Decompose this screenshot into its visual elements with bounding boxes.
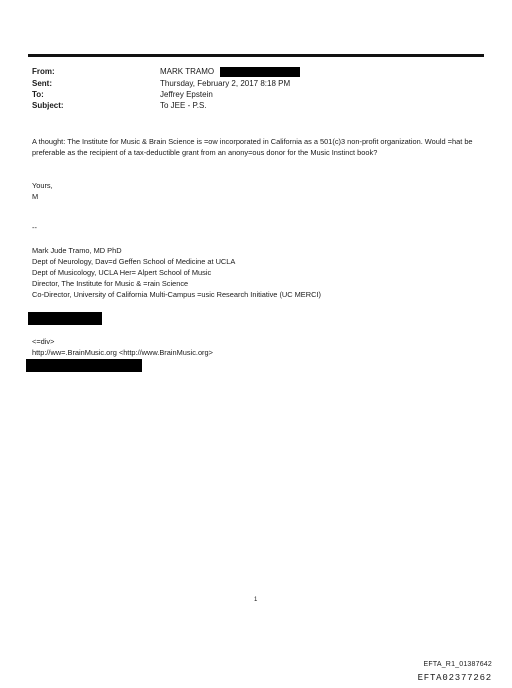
div-tag: <=div> [32,337,55,346]
subject-value: To JEE - P.S. [160,101,207,110]
body-paragraph: A thought: The Institute for Music & Brain Science is =ow incorporated in California as a 501(c)3 non-profit organization. Would =hat be preferable as the recipient of a tax-deductible grant from an anony=ous donor for the Music Instinct book? [32,137,473,157]
redaction-email [220,67,300,77]
signature-line-musicology: Dept of Musicology, UCLA Her= Alpert School of Music [32,268,212,277]
from-label: From: [32,67,55,76]
signature-line-director: Director, The Institute for Music & =rain Science [32,279,189,288]
initial: M [32,192,39,201]
redaction-address [26,359,142,372]
signature-line-neurology: Dept of Neurology, Dav=d Geffen School of Medicine at UCLA [32,257,236,266]
signature-line-codirector: Co-Director, University of California Multi-Campus =usic Research Initiative (UC MERCI) [32,290,321,299]
to-label: To: [32,90,44,99]
page-number: 1 [254,597,258,603]
signature-separator: -- [32,223,37,232]
from-name: MARK TRAMO [160,67,215,77]
signature-line-name: Mark Jude Tramo, MD PhD [32,246,122,255]
sent-label: Sent: [32,79,52,88]
closing: Yours, [32,181,53,190]
bates-number-1: EFTA_R1_01387642 [423,661,492,668]
subject-label: Subject: [32,101,64,110]
bates-number-2: EFTA02377262 [417,673,492,683]
sent-value: Thursday, February 2, 2017 8:18 PM [160,79,291,88]
header-rule [28,54,484,57]
to-value: Jeffrey Epstein [160,90,213,99]
redaction-phone [28,312,102,325]
from-value [160,67,300,77]
website-link[interactable]: http://ww=.BrainMusic.org <http://www.BrainMusic.org> [32,348,213,357]
